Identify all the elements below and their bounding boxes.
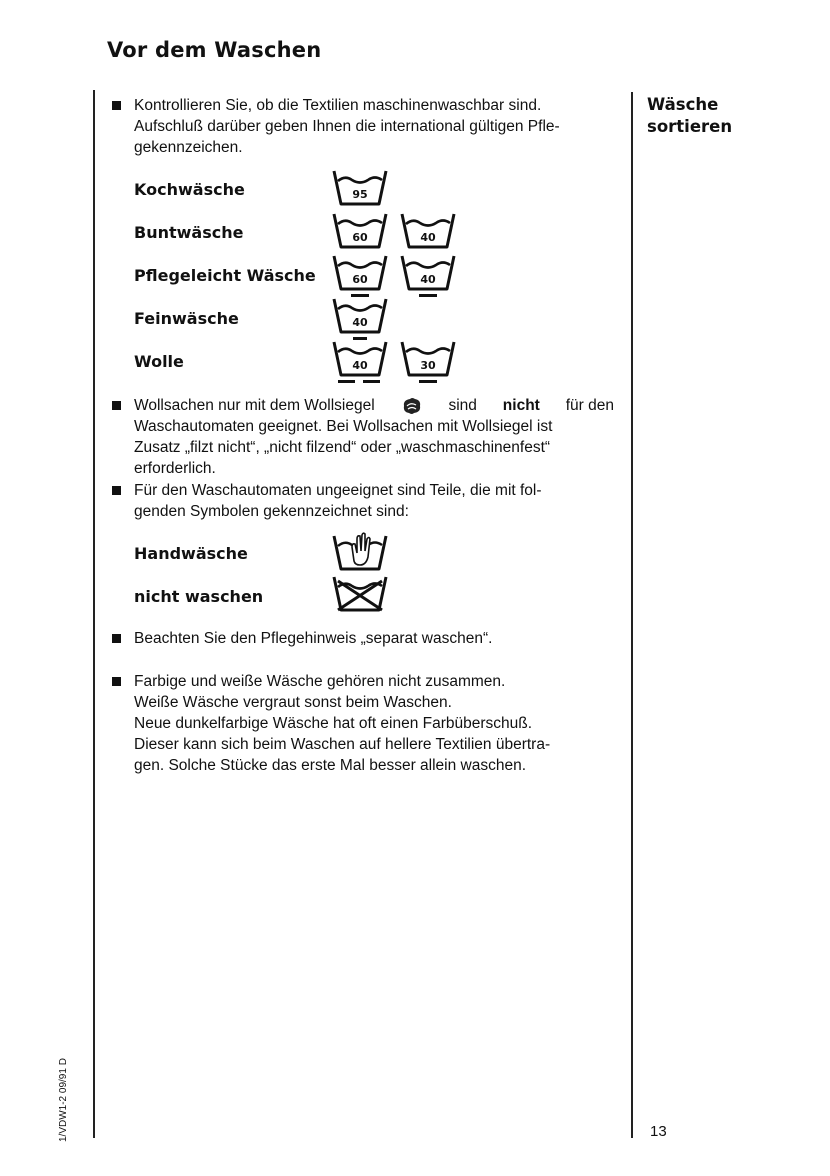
wash-temp: 40: [352, 359, 368, 372]
hand-wash-icon: [330, 527, 390, 573]
wash-60-gentle-icon: [330, 253, 390, 299]
wool-text-after: für den: [565, 397, 614, 414]
special-label-nicht-waschen: nicht waschen: [134, 587, 264, 606]
category-label-buntwaesche: Buntwäsche: [134, 223, 244, 242]
text-line: Kontrollieren Sie, ob die Textilien maschinenwaschbar sind.: [134, 97, 542, 114]
wash-temp: 95: [352, 188, 368, 201]
bullet-icon: [112, 634, 121, 643]
text-line: Neue dunkelfarbige Wäsche hat oft einen Farbüberschuß.: [134, 715, 533, 732]
wash-temp: 40: [352, 316, 368, 329]
text-line: erforderlich.: [134, 460, 216, 477]
sidebar-heading-line: Wäsche: [647, 95, 719, 114]
text-line: gen. Solche Stücke das erste Mal besser allein waschen.: [134, 757, 527, 774]
bullet-icon: [112, 101, 121, 110]
wash-temp: 40: [420, 231, 436, 244]
category-label-kochwaesche: Kochwäsche: [134, 180, 245, 199]
unsuitable-paragraph: [134, 480, 614, 522]
text-line: Weiße Wäsche vergraut sonst beim Waschen.: [134, 694, 452, 711]
wash-30-wool-icon: [398, 339, 458, 385]
gentle-bar: [419, 380, 437, 383]
text-line: [134, 395, 614, 416]
do-not-wash-icon: [330, 574, 390, 614]
wool-paragraph: [134, 395, 614, 479]
sidebar-heading-line: sortieren: [647, 117, 733, 136]
wash-40-icon: [398, 211, 458, 251]
text-line: Für den Waschautomaten ungeeignet sind Teile, die mit fol-: [134, 482, 542, 499]
bullet-icon: [112, 677, 121, 686]
sidebar-heading: [647, 94, 732, 138]
wash-temp: 40: [420, 273, 436, 286]
wool-seal-icon: [401, 396, 423, 416]
text-line: Zusatz „filzt nicht“, „nicht filzend“ oder „waschmaschinenfest“: [134, 439, 551, 456]
wash-temp: 30: [420, 359, 436, 372]
wash-40-gentle-icon: [398, 253, 458, 299]
category-label-pflegeleicht: Pflegeleicht Wäsche: [134, 266, 316, 285]
text-line: Farbige und weiße Wäsche gehören nicht zusammen.: [134, 673, 506, 690]
right-margin-rule: [631, 92, 633, 1138]
text-line: genden Symbolen gekennzeichnet sind:: [134, 503, 409, 520]
page-title: Vor dem Waschen: [107, 38, 322, 62]
footer-code: 1/VDW1-2 09/91 D: [58, 1058, 69, 1142]
text-line: Beachten Sie den Pflegehinweis „separat waschen“.: [134, 630, 493, 647]
text-line: gekennzeichen.: [134, 139, 243, 156]
wash-40-wool-icon: [330, 339, 390, 385]
wash-40-delicate-icon: [330, 296, 390, 342]
text-line: Dieser kann sich beim Waschen auf hellere Textilien übertra-: [134, 736, 551, 753]
intro-paragraph: [134, 95, 614, 158]
gentle-bar: [419, 294, 437, 297]
page-number: 13: [650, 1123, 667, 1140]
bullet-icon: [112, 401, 121, 410]
bullet-icon: [112, 486, 121, 495]
wool-text-mid: sind: [448, 397, 477, 414]
category-label-wolle: Wolle: [134, 352, 184, 371]
left-margin-rule: [93, 90, 95, 1138]
wash-95-icon: [330, 168, 390, 208]
gentle-bar: [363, 380, 380, 383]
wash-temp: 60: [352, 273, 368, 286]
category-label-feinwaesche: Feinwäsche: [134, 309, 239, 328]
text-line: Aufschluß darüber geben Ihnen die international gültigen Pfle-: [134, 118, 560, 135]
text-line: Waschautomaten geeignet. Bei Wollsachen mit Wollsiegel ist: [134, 418, 553, 435]
wool-text-emphasis: nicht: [502, 397, 540, 414]
colors-paragraph: [134, 671, 614, 776]
special-label-handwaesche: Handwäsche: [134, 544, 248, 563]
wash-temp: 60: [352, 231, 368, 244]
separate-paragraph: [134, 628, 614, 649]
wool-text-before: Wollsachen nur mit dem Wollsiegel: [134, 397, 375, 414]
gentle-bar: [338, 380, 355, 383]
wash-60-icon: [330, 211, 390, 251]
